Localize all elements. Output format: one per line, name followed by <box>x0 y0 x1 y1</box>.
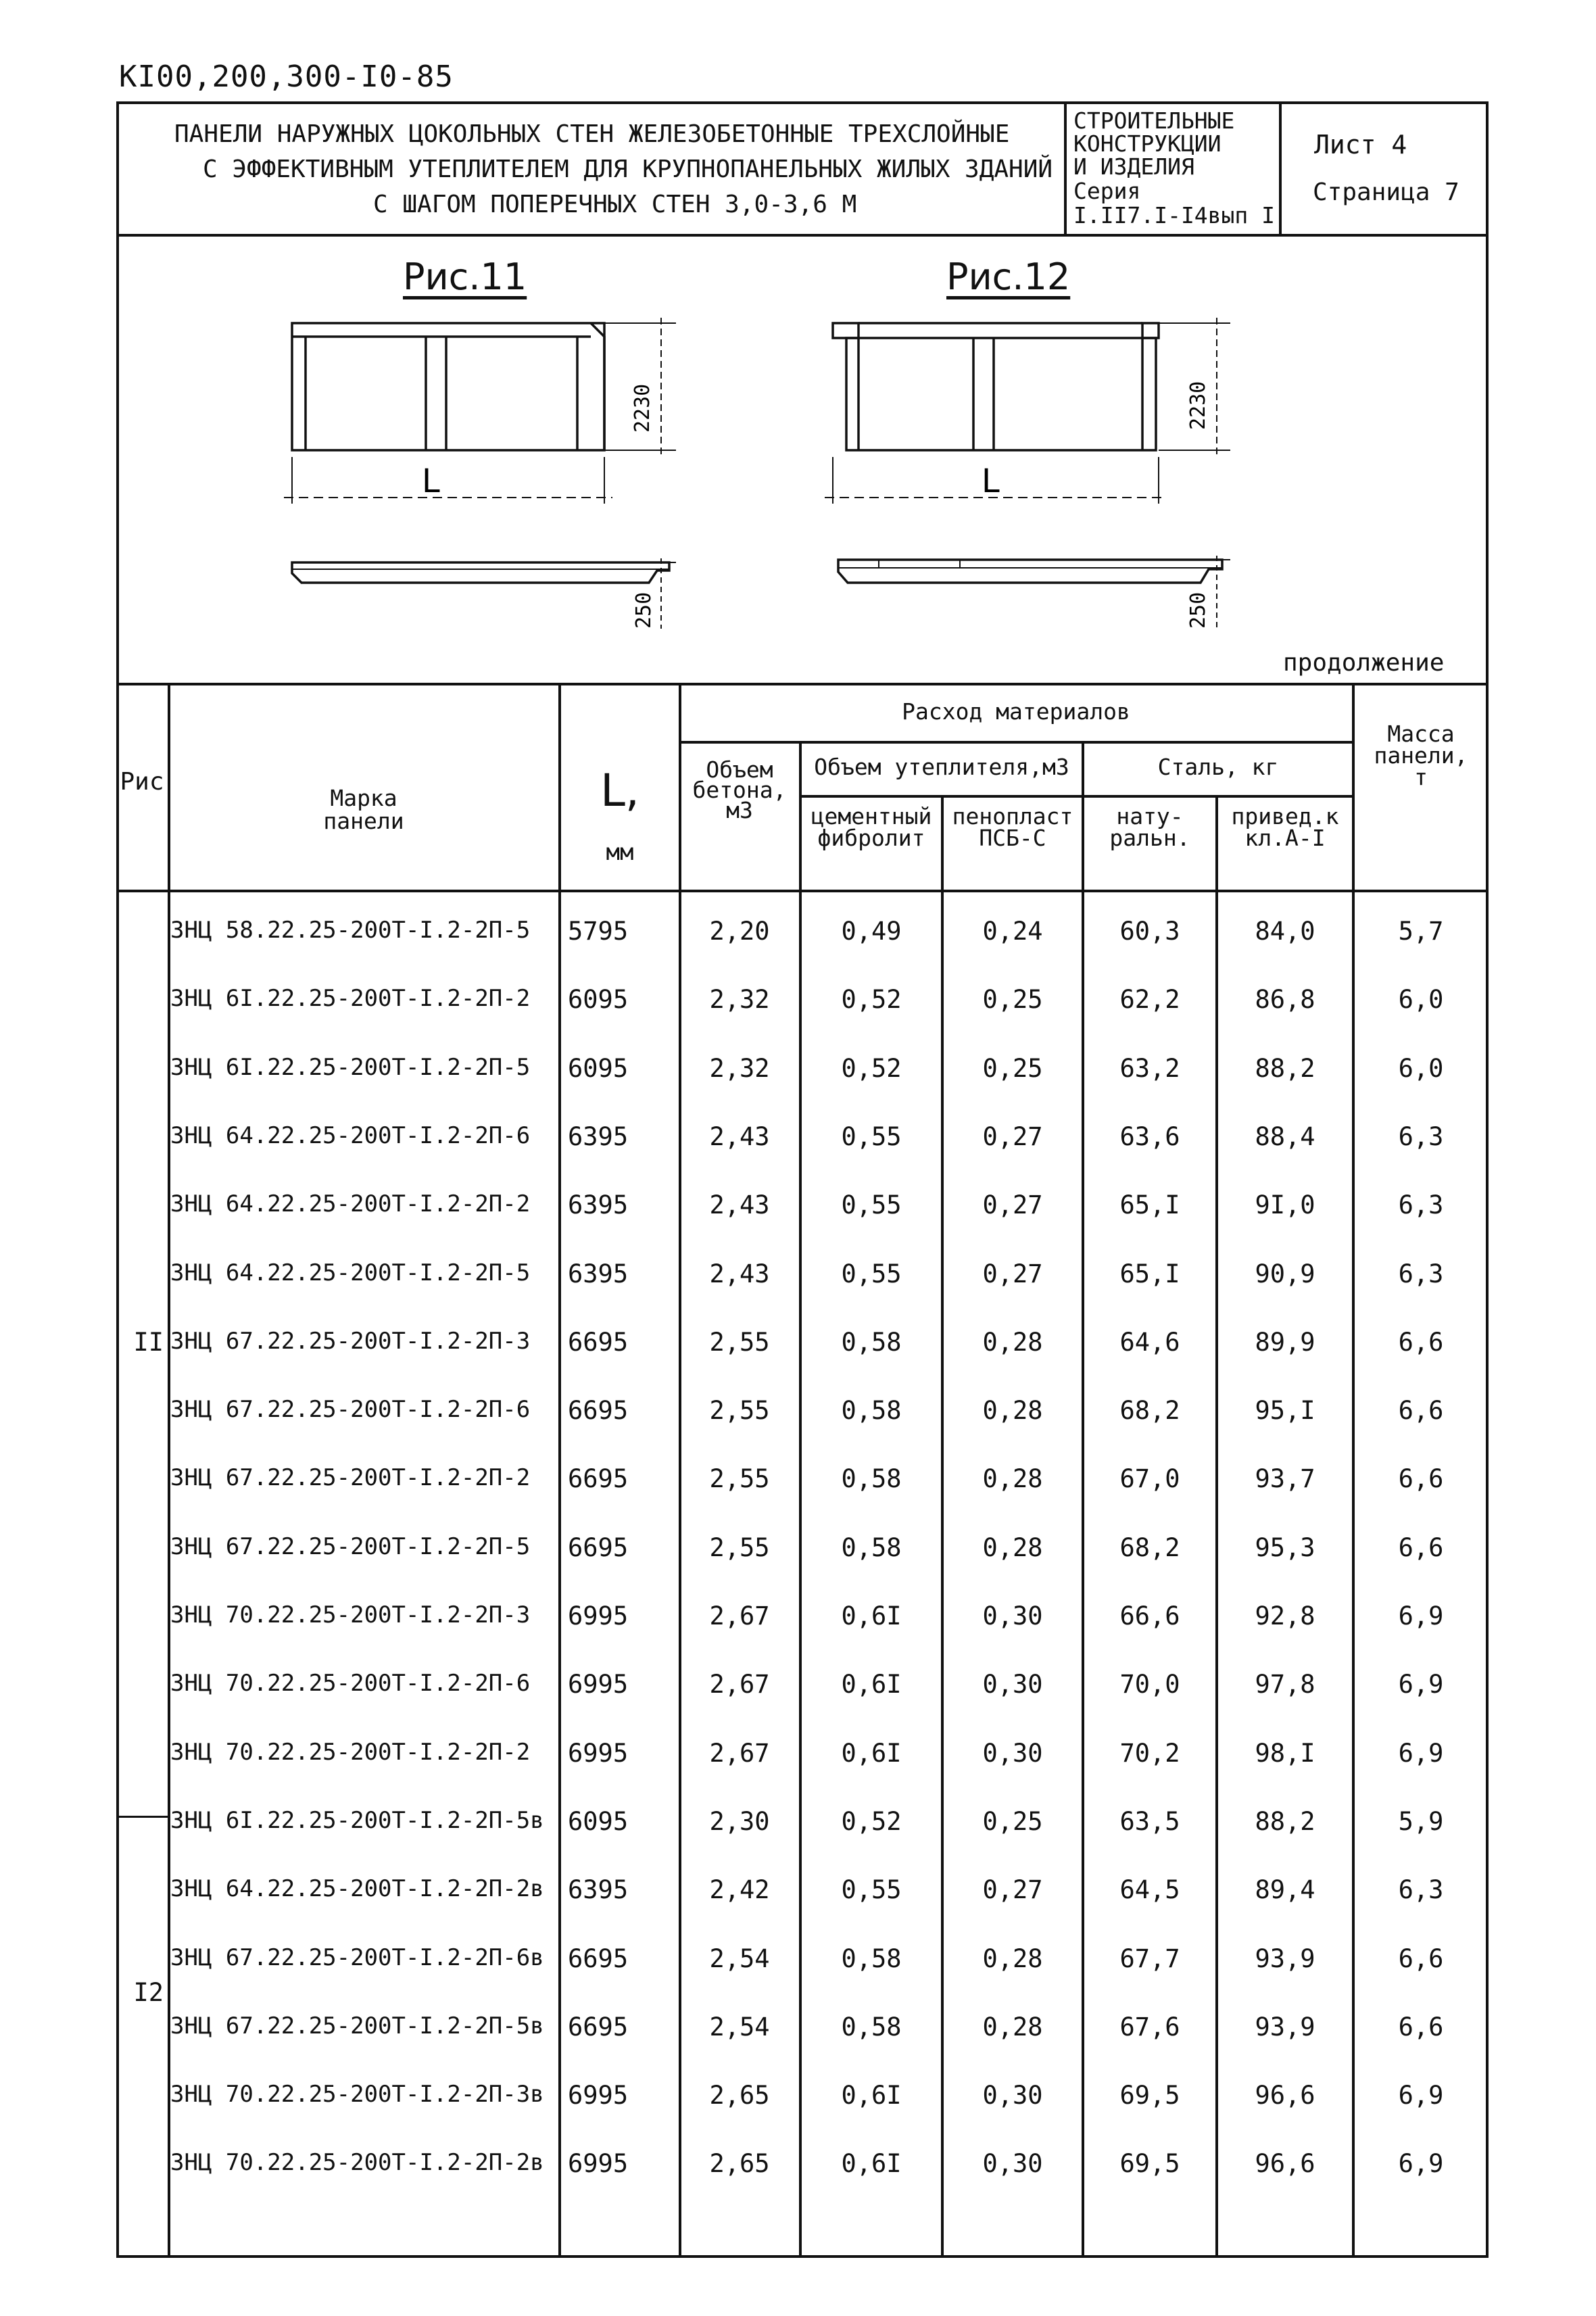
table-cell-natural: 68,2 <box>1119 1396 1180 1426</box>
table-cell-fibrolite: 0,6I <box>841 2081 902 2110</box>
table-cell-mark: 3НЦ 67.22.25-200Т-I.2-2П-2 <box>170 1464 531 1492</box>
table-cell-mass: 6,3 <box>1398 1121 1444 1151</box>
figure-11-thickness-label: 250 <box>632 592 656 629</box>
table-cell-fibrolite: 0,55 <box>841 1190 902 1220</box>
series-line-2: КОНСТРУКЦИИ <box>1073 130 1222 157</box>
table-cell-natural: 67,0 <box>1119 1464 1180 1494</box>
series-line-4: Серия <box>1073 178 1141 204</box>
table-cell-foam: 0,25 <box>982 1806 1043 1836</box>
table-cell-concrete: 2,55 <box>709 1464 770 1494</box>
table-cell-concrete: 2,67 <box>709 1670 770 1699</box>
table-cell-reduced: 88,4 <box>1255 1121 1315 1151</box>
table-cell-length: 6695 <box>568 2012 629 2042</box>
table-cell-fibrolite: 0,58 <box>841 1464 902 1494</box>
group-divider <box>116 1816 168 1818</box>
table-cell-mass: 5,7 <box>1398 917 1444 946</box>
table-cell-mass: 6,3 <box>1398 1259 1444 1288</box>
table-cell-natural: 60,3 <box>1119 917 1180 946</box>
table-cell-length: 6995 <box>568 2149 629 2179</box>
table-cell-natural: 63,2 <box>1119 1053 1180 1083</box>
title-line-1: ПАНЕЛИ НАРУЖНЫХ ЦОКОЛЬНЫХ СТЕН ЖЕЛЕЗОБЕТОННЫЕ ТРЕХСЛОЙНЫЕ <box>174 120 1010 148</box>
table-cell-mass: 6,3 <box>1398 1190 1444 1220</box>
table-cell-natural: 65,I <box>1119 1259 1180 1288</box>
table-cell-concrete: 2,55 <box>709 1396 770 1426</box>
table-cell-concrete: 2,20 <box>709 917 770 946</box>
table-cell-length: 5795 <box>568 917 629 946</box>
table-cell-length: 6995 <box>568 1738 629 1768</box>
table-cell-length: 6395 <box>568 1259 629 1288</box>
series-line-3: И ИЗДЕЛИЯ <box>1073 153 1194 180</box>
table-cell-concrete: 2,42 <box>709 1875 770 1905</box>
header-fibrolite: цементный фибролит <box>811 803 932 851</box>
table-cell-mass: 6,0 <box>1398 1053 1444 1083</box>
table-cell-reduced: 93,9 <box>1255 2012 1315 2042</box>
series-line-5: I.II7.I-I4вып I <box>1073 202 1276 228</box>
table-cell-length: 6695 <box>568 1464 629 1494</box>
table-cell-mass: 6,0 <box>1398 985 1444 1015</box>
table-cell-foam: 0,28 <box>982 1464 1043 1494</box>
table-cell-mark: 3НЦ 70.22.25-200Т-I.2-2П-2в <box>170 2149 544 2177</box>
table-cell-mark: 3НЦ 67.22.25-200Т-I.2-2П-6 <box>170 1396 531 1424</box>
table-cell-mark: 3НЦ 6I.22.25-200Т-I.2-2П-5 <box>170 1053 531 1081</box>
table-cell-concrete: 2,55 <box>709 1533 770 1562</box>
table-cell-natural: 66,6 <box>1119 1601 1180 1631</box>
table-cell-length: 6995 <box>568 1670 629 1699</box>
table-cell-mass: 6,6 <box>1398 1327 1444 1357</box>
table-cell-mark: 3НЦ 67.22.25-200Т-I.2-2П-5 <box>170 1533 531 1560</box>
table-cell-concrete: 2,55 <box>709 1327 770 1357</box>
table-cell-mass: 6,9 <box>1398 2081 1444 2110</box>
table-cell-concrete: 2,67 <box>709 1601 770 1631</box>
table-cell-fibrolite: 0,58 <box>841 1533 902 1562</box>
table-cell-mass: 6,9 <box>1398 2149 1444 2179</box>
table-cell-mass: 6,6 <box>1398 1533 1444 1562</box>
table-cell-mark: 3НЦ 58.22.25-200Т-I.2-2П-5 <box>170 917 531 944</box>
table-cell-natural: 65,I <box>1119 1190 1180 1220</box>
header-length-unit: мм <box>606 839 634 866</box>
table-cell-natural: 70,0 <box>1119 1670 1180 1699</box>
table-cell-fibrolite: 0,58 <box>841 2012 902 2042</box>
table-cell-mark: 3НЦ 64.22.25-200Т-I.2-2П-2 <box>170 1190 531 1218</box>
table-cell-foam: 0,28 <box>982 1396 1043 1426</box>
table-cell-fibrolite: 0,52 <box>841 1806 902 1836</box>
table-cell-natural: 70,2 <box>1119 1738 1180 1768</box>
table-cell-reduced: 84,0 <box>1255 917 1315 946</box>
table-cell-mark: 3НЦ 70.22.25-200Т-I.2-2П-2 <box>170 1738 531 1766</box>
table-cell-reduced: 9I,0 <box>1255 1190 1315 1220</box>
header-materials: Расход материалов <box>902 698 1130 725</box>
table-cell-length: 6095 <box>568 1053 629 1083</box>
table-cell-mass: 6,6 <box>1398 1944 1444 1973</box>
table-cell-concrete: 2,43 <box>709 1259 770 1288</box>
table-cell-natural: 69,5 <box>1119 2081 1180 2110</box>
table-cell-length: 6695 <box>568 1944 629 1973</box>
table-cell-mass: 6,3 <box>1398 1875 1444 1905</box>
table-cell-fibrolite: 0,58 <box>841 1396 902 1426</box>
figure-12-thickness-label: 250 <box>1186 592 1210 629</box>
table-cell-mark: 3НЦ 64.22.25-200Т-I.2-2П-2в <box>170 1875 544 1903</box>
table-cell-foam: 0,28 <box>982 2012 1043 2042</box>
table-cell-fibrolite: 0,55 <box>841 1259 902 1288</box>
table-cell-reduced: 95,3 <box>1255 1533 1315 1562</box>
header-reduced: привед.к кл.А-I <box>1231 803 1339 851</box>
table-cell-concrete: 2,43 <box>709 1190 770 1220</box>
table-cell-natural: 69,5 <box>1119 2149 1180 2179</box>
table-cell-concrete: 2,32 <box>709 1053 770 1083</box>
table-cell-mass: 6,6 <box>1398 1464 1444 1494</box>
table-cell-reduced: 97,8 <box>1255 1670 1315 1699</box>
page-number: Страница 7 <box>1313 178 1459 206</box>
figure-12-height-label: 2230 <box>1186 381 1210 430</box>
table-cell-length: 6095 <box>568 985 629 1015</box>
table-cell-foam: 0,24 <box>982 917 1043 946</box>
group-fig-label: II <box>133 1327 164 1357</box>
table-cell-fibrolite: 0,6I <box>841 2149 902 2179</box>
title-line-3: С ШАГОМ ПОПЕРЕЧНЫХ СТЕН 3,0-3,6 М <box>373 191 857 218</box>
figure-12-title: Рис.12 <box>946 256 1071 298</box>
table-cell-mark: 3НЦ 67.22.25-200Т-I.2-2П-5в <box>170 2012 544 2040</box>
table-cell-mass: 6,9 <box>1398 1670 1444 1699</box>
table-cell-mark: 3НЦ 67.22.25-200Т-I.2-2П-6в <box>170 1944 544 1971</box>
table-cell-concrete: 2,67 <box>709 1738 770 1768</box>
table-cell-foam: 0,27 <box>982 1190 1043 1220</box>
document-code: КI00,200,300-I0-85 <box>119 59 454 94</box>
table-cell-fibrolite: 0,55 <box>841 1121 902 1151</box>
col-line-mark <box>558 683 561 2258</box>
table-cell-length: 6995 <box>568 2081 629 2110</box>
table-cell-natural: 67,7 <box>1119 1944 1180 1973</box>
table-cell-mark: 3НЦ 70.22.25-200Т-I.2-2П-3в <box>170 2081 544 2108</box>
table-cell-foam: 0,28 <box>982 1533 1043 1562</box>
table-cell-mass: 6,9 <box>1398 1738 1444 1768</box>
table-cell-length: 6395 <box>568 1875 629 1905</box>
figure-11-height-label: 2230 <box>631 383 654 433</box>
table-cell-foam: 0,25 <box>982 1053 1043 1083</box>
table-cell-fibrolite: 0,55 <box>841 1875 902 1905</box>
table-cell-reduced: 93,7 <box>1255 1464 1315 1494</box>
table-cell-fibrolite: 0,58 <box>841 1944 902 1973</box>
table-cell-reduced: 96,6 <box>1255 2149 1315 2179</box>
table-cell-mass: 6,6 <box>1398 1396 1444 1426</box>
table-cell-natural: 64,5 <box>1119 1875 1180 1905</box>
table-cell-concrete: 2,54 <box>709 1944 770 1973</box>
continuation-label: продолжение <box>1283 649 1445 677</box>
table-cell-foam: 0,27 <box>982 1259 1043 1288</box>
header-mark: Марка панели <box>323 785 404 834</box>
header-steel: Сталь, кг <box>1157 754 1279 780</box>
table-cell-fibrolite: 0,52 <box>841 985 902 1015</box>
table-cell-mark: 3НЦ 70.22.25-200Т-I.2-2П-3 <box>170 1601 531 1629</box>
table-cell-mass: 6,6 <box>1398 2012 1444 2042</box>
figure-11-length-label: L <box>422 462 440 500</box>
table-cell-foam: 0,30 <box>982 1601 1043 1631</box>
sheet-number: Лист 4 <box>1314 130 1407 160</box>
title-line-2: С ЭФФЕКТИВНЫМ УТЕПЛИТЕЛЕМ ДЛЯ КРУПНОПАНЕЛЬНЫХ ЖИЛЫХ ЗДАНИЙ <box>203 155 1053 183</box>
table-cell-reduced: 86,8 <box>1255 985 1315 1015</box>
table-cell-concrete: 2,32 <box>709 985 770 1015</box>
table-cell-reduced: 98,I <box>1255 1738 1315 1768</box>
table-cell-concrete: 2,65 <box>709 2149 770 2179</box>
table-cell-concrete: 2,54 <box>709 2012 770 2042</box>
figure-12-length-label: L <box>982 462 1000 500</box>
table-cell-mark: 3НЦ 6I.22.25-200Т-I.2-2П-5в <box>170 1806 544 1834</box>
header-natural: нату- ральн. <box>1109 803 1190 851</box>
table-cell-natural: 64,6 <box>1119 1327 1180 1357</box>
table-cell-natural: 67,6 <box>1119 2012 1180 2042</box>
table-cell-concrete: 2,65 <box>709 2081 770 2110</box>
header-bottom-border <box>116 890 1489 892</box>
table-cell-natural: 63,6 <box>1119 1121 1180 1151</box>
header-foam: пенопласт ПСБ-С <box>952 803 1073 851</box>
table-cell-mark: 3НЦ 64.22.25-200Т-I.2-2П-6 <box>170 1121 531 1149</box>
table-cell-fibrolite: 0,52 <box>841 1053 902 1083</box>
header-divider-materials <box>679 741 1355 744</box>
table-cell-foam: 0,30 <box>982 2081 1043 2110</box>
header-mass: Масса панели, т <box>1374 721 1468 790</box>
table-cell-concrete: 2,30 <box>709 1806 770 1836</box>
table-cell-length: 6695 <box>568 1396 629 1426</box>
group-fig-label: I2 <box>133 1978 164 2008</box>
table-cell-natural: 68,2 <box>1119 1533 1180 1562</box>
table-cell-foam: 0,28 <box>982 1327 1043 1357</box>
table-cell-mass: 6,9 <box>1398 1601 1444 1631</box>
table-cell-length: 6695 <box>568 1533 629 1562</box>
table-cell-mark: 3НЦ 67.22.25-200Т-I.2-2П-3 <box>170 1327 531 1355</box>
header-length <box>561 741 679 887</box>
table-cell-mark: 3НЦ 64.22.25-200Т-I.2-2П-5 <box>170 1259 531 1286</box>
table-cell-mass: 5,9 <box>1398 1806 1444 1836</box>
table-cell-fibrolite: 0,58 <box>841 1327 902 1357</box>
table-cell-reduced: 92,8 <box>1255 1601 1315 1631</box>
table-top-border <box>116 683 1489 685</box>
table-cell-reduced: 88,2 <box>1255 1806 1315 1836</box>
header-length-symbol: L, <box>600 765 639 817</box>
table-cell-reduced: 95,I <box>1255 1396 1315 1426</box>
table-cell-foam: 0,28 <box>982 1944 1043 1973</box>
table-cell-foam: 0,30 <box>982 2149 1043 2179</box>
table-cell-mark: 3НЦ 6I.22.25-200Т-I.2-2П-2 <box>170 985 531 1013</box>
table-cell-length: 6995 <box>568 1601 629 1631</box>
table-cell-length: 6395 <box>568 1121 629 1151</box>
table-cell-reduced: 93,9 <box>1255 1944 1315 1973</box>
header-fig: Рис <box>120 768 164 796</box>
table-cell-reduced: 89,9 <box>1255 1327 1315 1357</box>
table-cell-reduced: 89,4 <box>1255 1875 1315 1905</box>
table-cell-concrete: 2,43 <box>709 1121 770 1151</box>
table-cell-reduced: 90,9 <box>1255 1259 1315 1288</box>
series-line-1: СТРОИТЕЛЬНЫЕ <box>1073 107 1235 134</box>
table-cell-fibrolite: 0,49 <box>841 917 902 946</box>
figure-11-title: Рис.11 <box>403 256 527 298</box>
header-divider-subcolumns <box>799 795 1355 798</box>
table-cell-foam: 0,30 <box>982 1670 1043 1699</box>
table-cell-foam: 0,27 <box>982 1875 1043 1905</box>
table-cell-foam: 0,25 <box>982 985 1043 1015</box>
header-concrete: Объем бетона, м3 <box>692 756 787 823</box>
table-cell-length: 6095 <box>568 1806 629 1836</box>
table-cell-length: 6395 <box>568 1190 629 1220</box>
table-cell-reduced: 88,2 <box>1255 1053 1315 1083</box>
table-cell-foam: 0,27 <box>982 1121 1043 1151</box>
table-cell-natural: 62,2 <box>1119 985 1180 1015</box>
table-cell-foam: 0,30 <box>982 1738 1043 1768</box>
header-insulation: Объем утеплителя,м3 <box>814 754 1069 780</box>
table-cell-length: 6695 <box>568 1327 629 1357</box>
table-cell-reduced: 96,6 <box>1255 2081 1315 2110</box>
table-cell-mark: 3НЦ 70.22.25-200Т-I.2-2П-6 <box>170 1670 531 1697</box>
table-cell-fibrolite: 0,6I <box>841 1738 902 1768</box>
table-cell-fibrolite: 0,6I <box>841 1670 902 1699</box>
table-cell-natural: 63,5 <box>1119 1806 1180 1836</box>
table-cell-fibrolite: 0,6I <box>841 1601 902 1631</box>
